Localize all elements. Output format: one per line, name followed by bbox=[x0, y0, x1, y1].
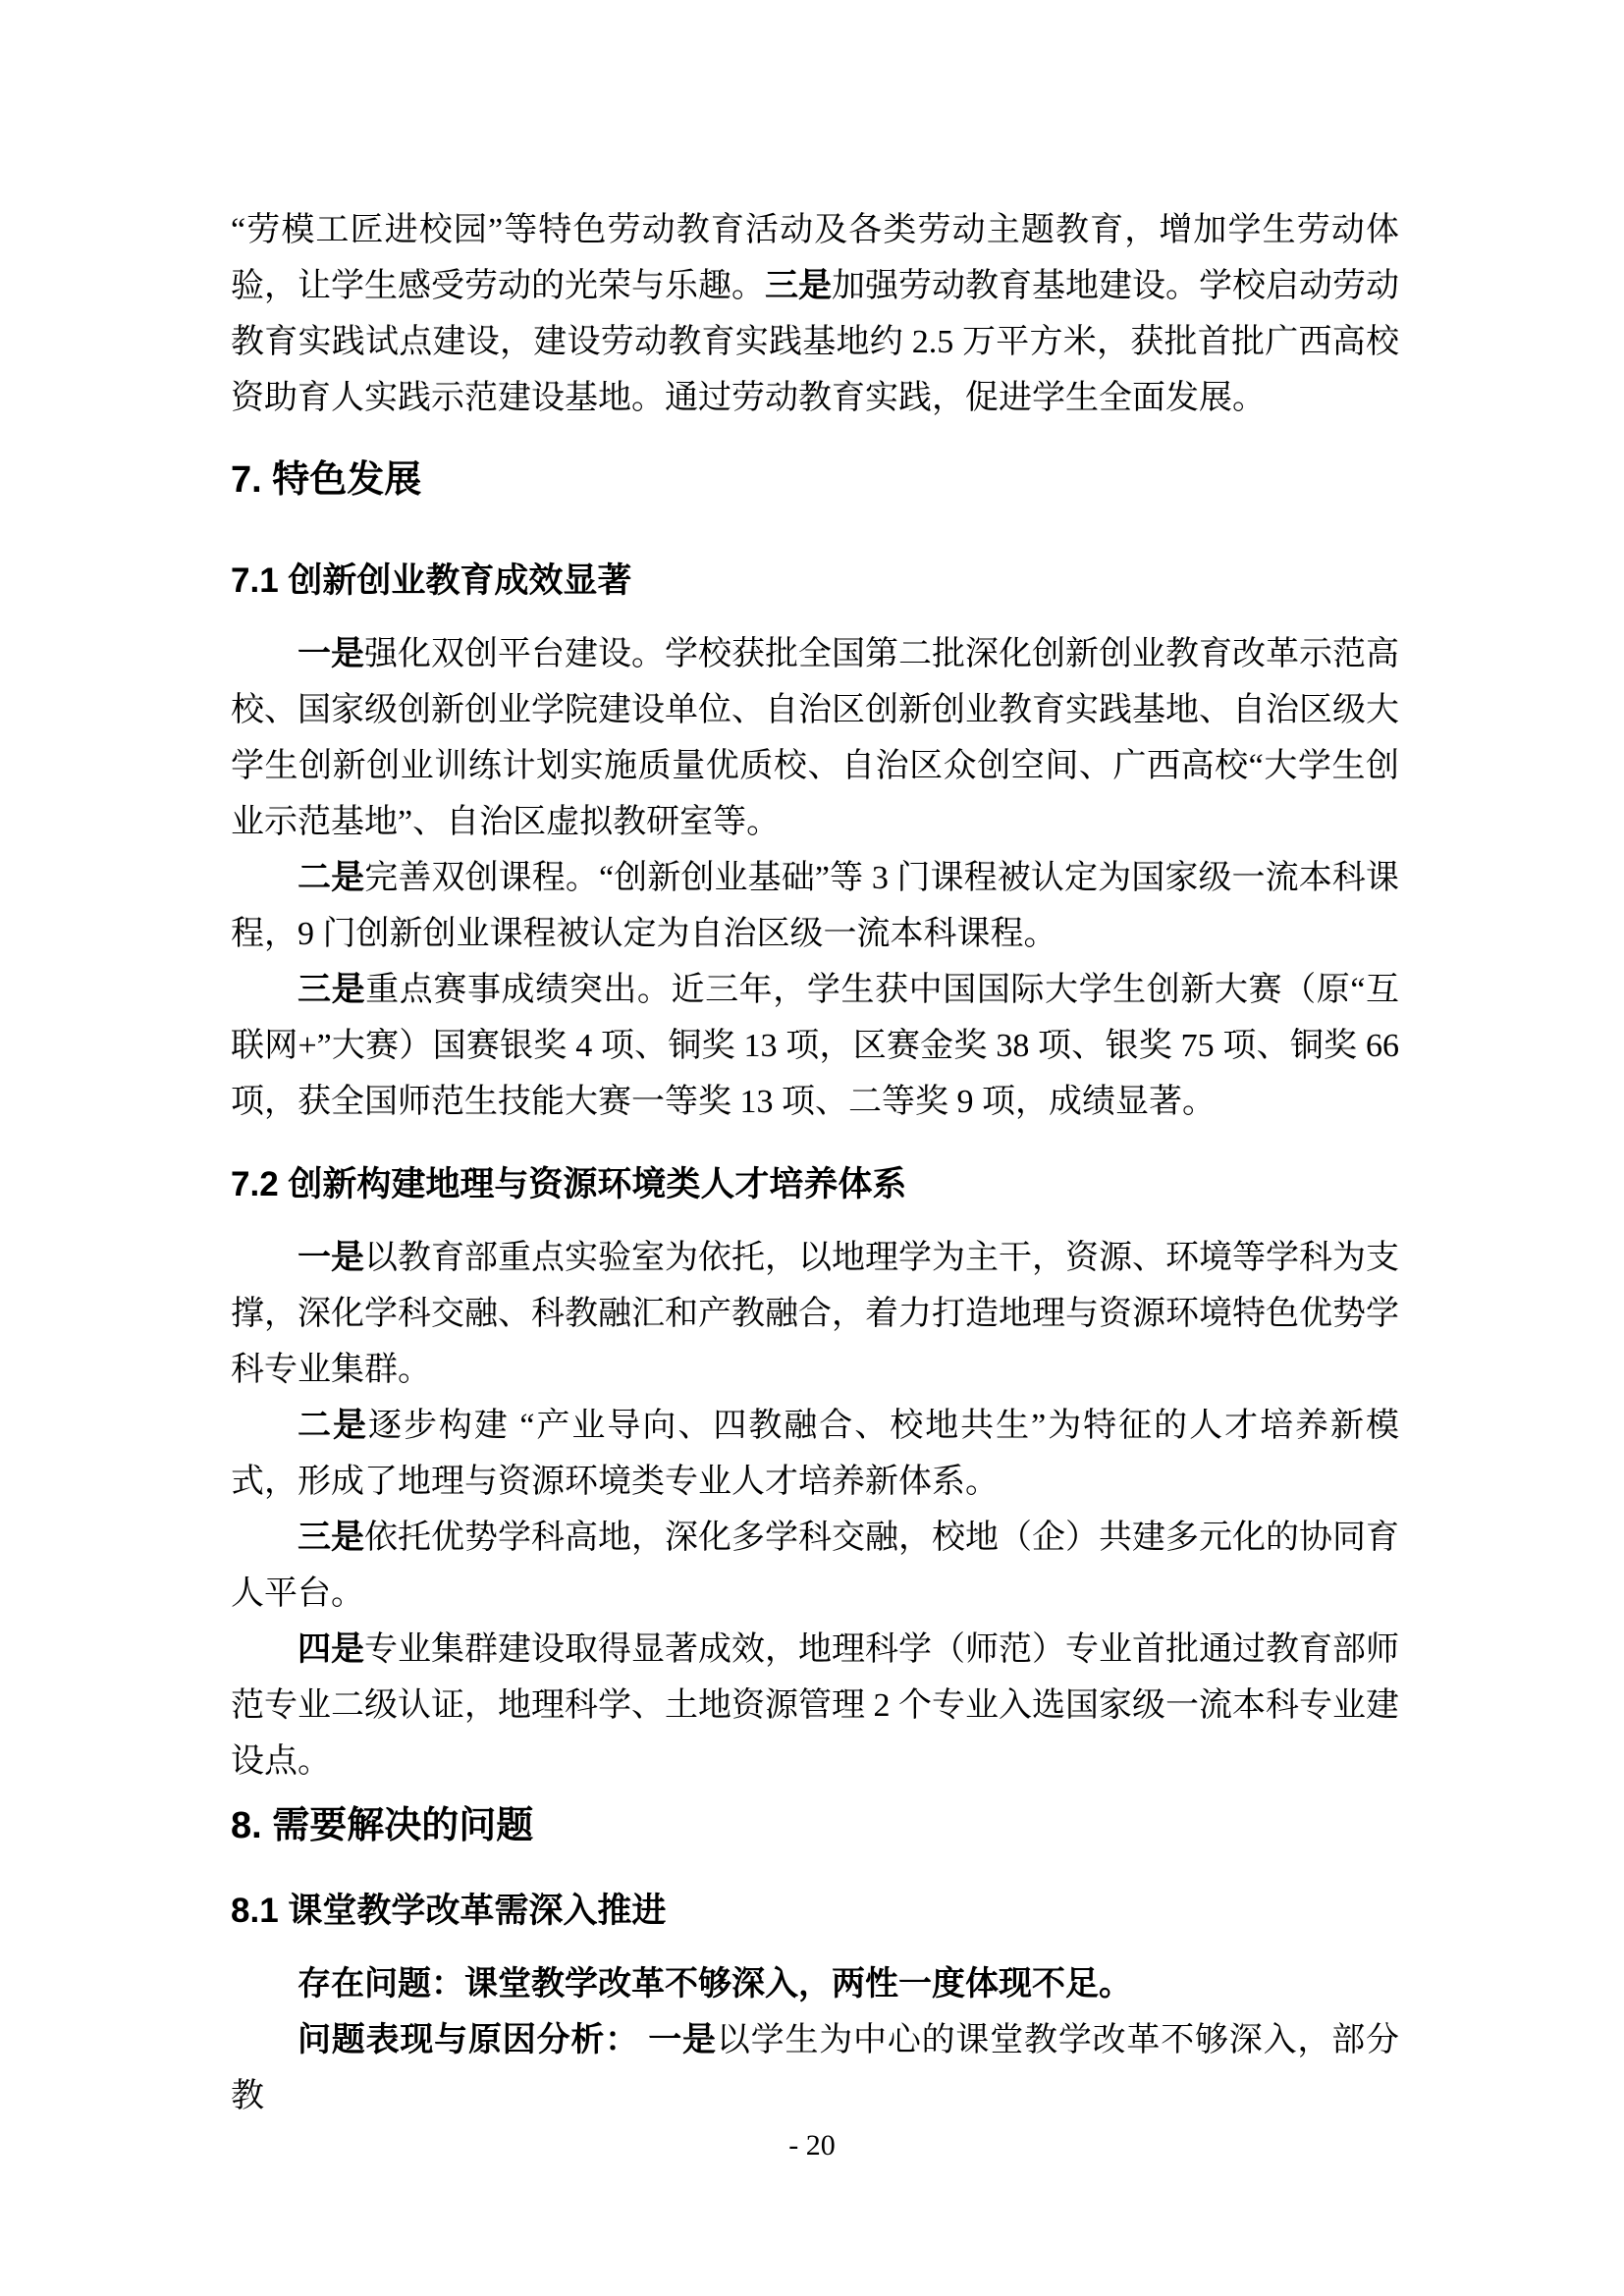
heading-8 bbox=[231, 1801, 1399, 1850]
para-7-1-point-2 bbox=[231, 850, 1399, 962]
text-segment: 完善双创课程。“创新创业基础”等 3 门课程被认定为国家级一流本科课程，9 门创新创业课程被认定为自治区级一流本科课程。 bbox=[231, 860, 1400, 952]
text-segment: 7.1 创新创业教育成效显著 bbox=[231, 561, 632, 600]
para-7-2-point-4 bbox=[231, 1622, 1399, 1789]
heading-7-2 bbox=[231, 1163, 1399, 1206]
text-segment: 三是 bbox=[298, 1520, 364, 1556]
para-8-1-problem bbox=[231, 1956, 1399, 2012]
para-7-2-point-3 bbox=[231, 1510, 1399, 1622]
text-segment: 重点赛事成绩突出。近三年，学生获中国国际大学生创新大赛（原“互联网+”大赛）国赛银奖 4 项、铜奖 13 项，区赛金奖 38 项、银奖 75 项、铜奖 66 项，获全国师范生技能大赛一等奖 13 项、二等奖 9 项，成绩显著。 bbox=[231, 972, 1400, 1120]
para-labor-education-continued bbox=[231, 202, 1399, 426]
text-segment: 三是 bbox=[765, 268, 832, 304]
text-segment: 以学生为中心的课堂教学改革不够深入，部分教 bbox=[231, 2022, 1399, 2114]
text-segment: 专业集群建设取得显著成效，地理科学（师范）专业首批通过教育部师范专业二级认证，地理科学、土地资源管理 2 个专业入选国家级一流本科专业建设点。 bbox=[231, 1631, 1399, 1780]
text-segment: 一是 bbox=[298, 636, 364, 672]
text-segment: 二是 bbox=[298, 860, 365, 896]
para-7-1-point-3 bbox=[231, 962, 1399, 1130]
text-segment: 二是 bbox=[298, 1408, 368, 1444]
text-segment: 存在问题：课堂教学改革不够深入，两性一度体现不足。 bbox=[298, 1966, 1132, 2002]
text-segment: 逐步构建 “产业导向、四教融合、校地共生”为特征的人才培养新模式，形成了地理与资源环境类专业人才培养新体系。 bbox=[231, 1408, 1400, 1500]
heading-8-1 bbox=[231, 1890, 1399, 1933]
text-segment: 一是 bbox=[648, 2022, 717, 2058]
page-number: - 20 bbox=[788, 2129, 836, 2162]
text-segment: “劳模工匠进校园”等特色劳动教育活动及各类劳动主题教育，增加学生劳动体验，让学生感受劳动的光荣与乐趣。 bbox=[231, 212, 1399, 304]
page-footer bbox=[0, 2128, 1624, 2163]
text-segment: 四是 bbox=[298, 1631, 364, 1668]
para-7-2-point-2 bbox=[231, 1398, 1399, 1510]
text-segment bbox=[639, 2022, 648, 2058]
text-segment: 加强劳动教育基地建设。学校启动劳动教育实践试点建设，建设劳动教育实践基地约 2.5 万平方米，获批首批广西高校资助育人实践示范建设基地。通过劳动教育实践，促进学生全面发展。 bbox=[231, 268, 1399, 416]
text-segment: 7. 特色发展 bbox=[231, 459, 422, 501]
text-segment: 7.2 创新构建地理与资源环境类人才培养体系 bbox=[231, 1165, 907, 1203]
para-7-2-point-1 bbox=[231, 1230, 1399, 1398]
text-segment: 强化双创平台建设。学校获批全国第二批深化创新创业教育改革示范高校、国家级创新创业学院建设单位、自治区创新创业教育实践基地、自治区级大学生创新创业训练计划实施质量优质校、自治区众创空间、广西高校“大学生创业示范基地”、自治区虚拟教研室等。 bbox=[231, 636, 1399, 840]
text-segment: 依托优势学科高地，深化多学科交融，校地（企）共建多元化的协同育人平台。 bbox=[231, 1520, 1399, 1612]
heading-7 bbox=[231, 455, 1399, 505]
para-8-1-analysis bbox=[231, 2012, 1399, 2124]
text-segment: 一是 bbox=[298, 1240, 364, 1276]
text-segment: 三是 bbox=[298, 972, 366, 1008]
text-segment: 8. 需要解决的问题 bbox=[231, 1805, 534, 1846]
text-segment: 问题表现与原因分析： bbox=[298, 2022, 639, 2058]
para-7-1-point-1 bbox=[231, 626, 1399, 850]
text-segment: 8.1 课堂教学改革需深入推进 bbox=[231, 1892, 667, 1930]
heading-7-1 bbox=[231, 560, 1399, 603]
text-segment: 以教育部重点实验室为依托，以地理学为主干，资源、环境等学科为支撑，深化学科交融、科教融汇和产教融合，着力打造地理与资源环境特色优势学科专业集群。 bbox=[231, 1240, 1399, 1388]
